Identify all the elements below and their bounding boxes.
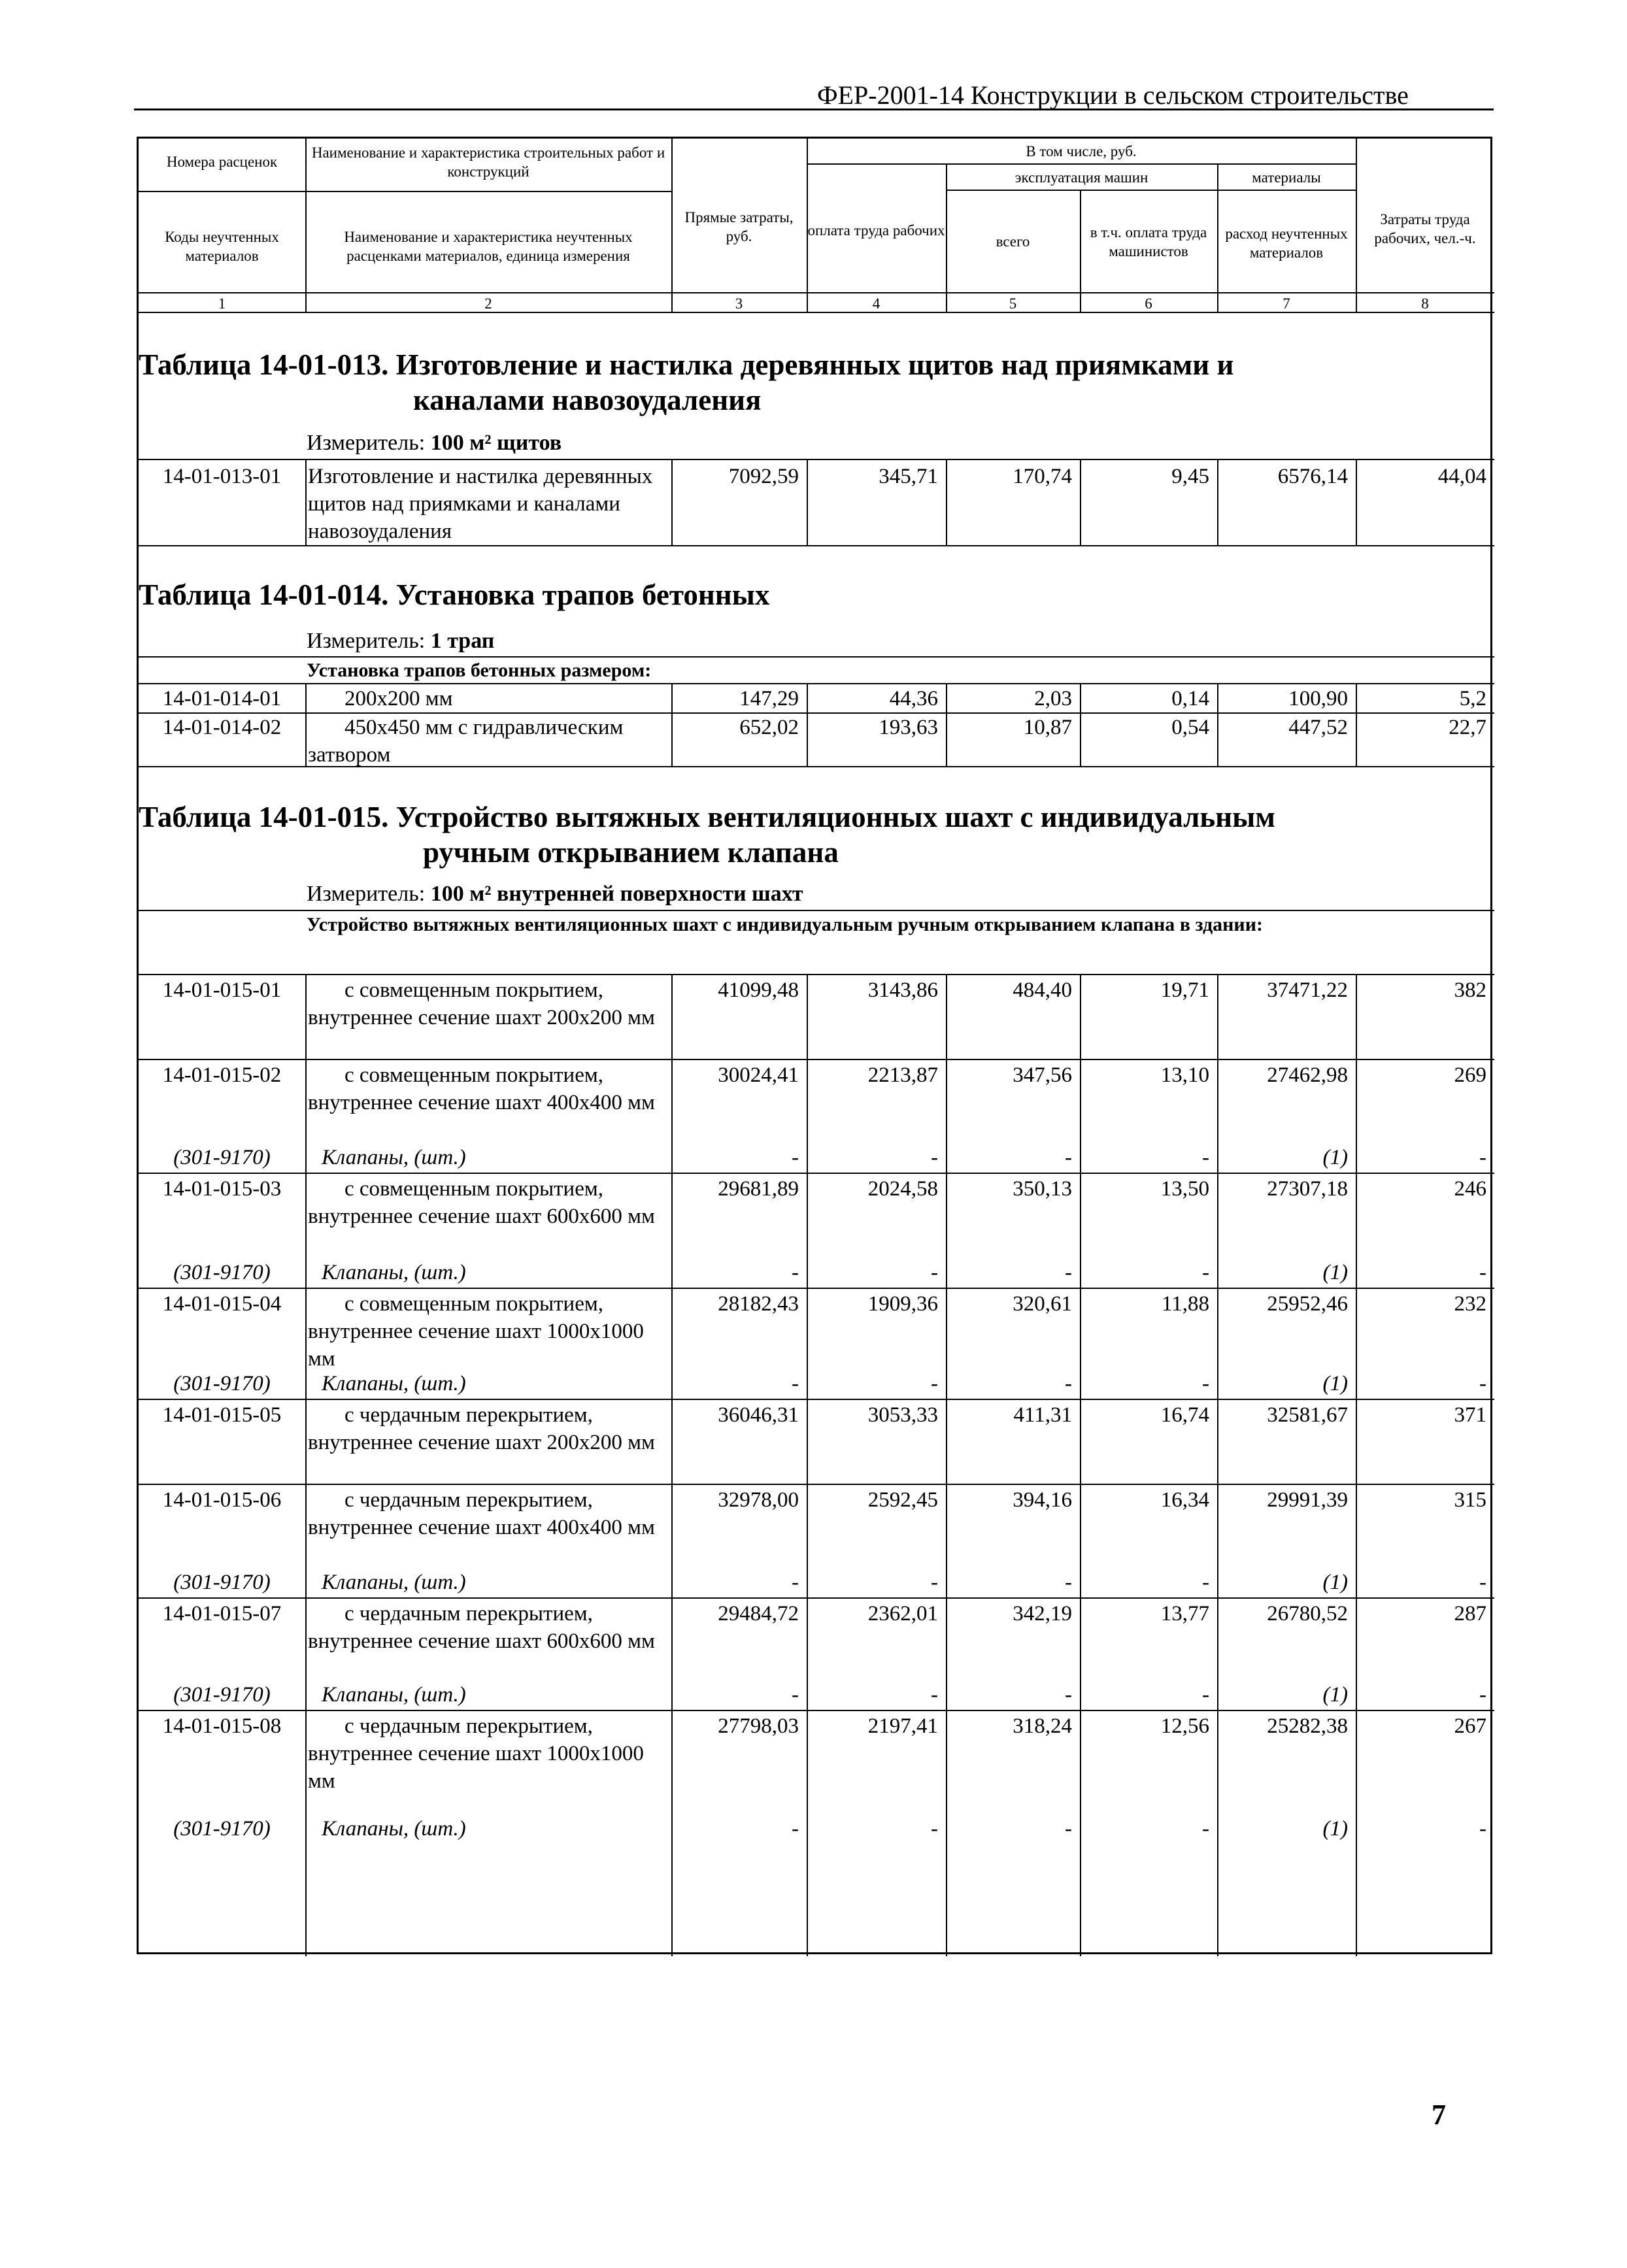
body-column-rule [1217,974,1218,1956]
header-column-rule [1356,139,1357,312]
material-value: - [1065,1146,1072,1169]
material-name: Клапаны, (шт.) [322,1261,466,1284]
table-15-row-col8: 269 [1454,1063,1486,1087]
table-14-row2-col6: 0,54 [1171,716,1209,739]
material-value: (1) [1322,1372,1348,1395]
header-column-rule [1217,165,1218,312]
table-15-row-col8: 382 [1454,978,1486,1002]
table-14-row1-name: 200х200 мм [344,687,453,710]
table-14-row1-col8: 5,2 [1459,687,1486,710]
table-15-row-col5: 394,16 [1013,1488,1072,1512]
row-rule [139,1059,1494,1060]
table-15-row-col7: 37471,22 [1267,978,1348,1002]
table-15-row-col3: 29484,72 [718,1602,799,1626]
table-15-row-code: 14-01-015-06 [162,1488,282,1512]
table-15-row-col8: 267 [1454,1714,1486,1738]
table-15-group: Устройство вытяжных вентиляционных шахт с индивидуальным ручным открыванием клапана в здании: [307,914,1263,935]
body-column-rule [807,974,808,1956]
table-15-measure [307,882,803,907]
material-code: (301-9170) [173,1571,271,1594]
table-15-row-col8: 232 [1454,1292,1486,1316]
table-13-row-name: Изготовление и настилка деревянных щитов над приямками и каналами навозоудаления [308,465,653,543]
rates-table [137,137,1492,1954]
table-15-row-col5: 318,24 [1013,1714,1072,1738]
table-15-row-col7: 26780,52 [1267,1602,1348,1626]
table-14-row2-col3: 652,02 [739,716,799,739]
col1-bottom-header: Коды неучтенных материалов [165,229,279,264]
table-15-row-col6: 12,56 [1160,1714,1209,1738]
table-13-title-line2: каналами навозоудаления [413,384,762,416]
material-code: (301-9170) [173,1146,271,1169]
measure-unit: 100 м² щитов [430,431,562,455]
table-13-row-code: 14-01-013-01 [162,465,282,488]
table-15-row-code: 14-01-015-01 [162,978,282,1002]
table-15-row-col3: 30024,41 [718,1063,799,1087]
material-value: - [931,1146,938,1169]
material-value: - [1065,1372,1072,1395]
page-number: 7 [1432,2099,1446,2131]
material-value: (1) [1322,1571,1348,1594]
col7-header: расход неучтенных материалов [1225,225,1348,261]
table-15-row-col6: 13,77 [1160,1602,1209,1626]
table-15-row-name: с чердачным перекрытием, внутреннее сечение шахт 600х600 мм [308,1602,655,1653]
header-rule-c2 [305,191,671,192]
material-value: - [1065,1817,1072,1841]
col2-top-header: Наименование и характеристика строительных работ и конструкций [311,144,665,180]
col5-header: всего [996,233,1030,250]
table-14-row1-col3: 147,29 [739,687,799,710]
table-15-row-col4: 3053,33 [867,1403,938,1427]
table-13-row-col6: 9,45 [1171,465,1209,488]
table-15-row-name: с чердачным перекрытием, внутреннее сечение шахт 200х200 мм [308,1403,655,1454]
material-value: (1) [1322,1817,1348,1841]
measure-unit: 1 трап [430,629,495,653]
table-15-row-col3: 29681,89 [718,1177,799,1201]
material-name: Клапаны, (шт.) [322,1146,466,1169]
table-15-row-code: 14-01-015-08 [162,1714,282,1738]
measure-label: Измеритель: [307,629,431,653]
table-15-row-col8: 246 [1454,1177,1486,1201]
column-number: 3 [735,295,743,312]
table-15-row-col7: 29991,39 [1267,1488,1348,1512]
material-value: - [931,1817,938,1841]
row-rule [139,1173,1494,1174]
table-15-row-col4: 1909,36 [867,1292,938,1316]
table-15-row-col3: 32978,00 [718,1488,799,1512]
header-column-rule [305,139,307,312]
header-column-rule [946,165,947,312]
table-14-row2-col4: 193,63 [879,716,938,739]
table-15-row-col8: 371 [1454,1403,1486,1427]
row-rule [139,766,1494,767]
page-header: ФЕР-2001-14 Конструкции в сельском строительстве [817,80,1409,110]
material-code: (301-9170) [173,1683,271,1707]
row-rule [139,1710,1494,1711]
table-15-row-col6: 19,71 [1160,978,1209,1002]
table-15-row-col7: 25282,38 [1267,1714,1348,1738]
table-14-row1-col6: 0,14 [1171,687,1209,710]
body-column-rule [671,974,673,1956]
table-14-row1-col5: 2,03 [1034,687,1072,710]
material-value: - [792,1571,799,1594]
material-value: - [1479,1261,1486,1284]
column-number: 6 [1145,295,1152,312]
row-rule [139,1484,1494,1485]
col4-header: оплата труда рабочих [807,222,945,239]
material-code: (301-9170) [173,1817,271,1841]
material-name: Клапаны, (шт.) [322,1571,466,1594]
row-rule [139,1399,1494,1400]
table-15-row-col7: 27307,18 [1267,1177,1348,1201]
header-column-rule [671,139,673,312]
col1-top-header: Номера расценок [166,153,278,170]
row-rule [139,683,1494,684]
materials-header: материалы [1252,169,1321,186]
col2-bottom-header: Наименование и характеристика неучтенных расценками материалов, единица измерения [344,229,633,264]
table-13-title: Таблица 14-01-013. Изготовление и настилка деревянных щитов над приямками и [139,348,1234,381]
table-15-row-col3: 27798,03 [718,1714,799,1738]
table-15-row-col5: 350,13 [1013,1177,1072,1201]
row-rule [139,974,1494,975]
col8-header: Затраты труда рабочих, чел.-ч. [1374,210,1476,246]
material-value: - [1065,1683,1072,1707]
row-rule [139,459,1494,460]
material-value: - [1479,1571,1486,1594]
material-value: - [792,1146,799,1169]
material-value: - [1065,1261,1072,1284]
material-name: Клапаны, (шт.) [322,1372,466,1395]
table-15-row-col4: 2362,01 [867,1602,938,1626]
table-15-row-col7: 27462,98 [1267,1063,1348,1087]
table-15-row-name: с совмещенным покрытием, внутреннее сечение шахт 600х600 мм [308,1177,655,1228]
table-15-row-col6: 13,50 [1160,1177,1209,1201]
header-rule-machines [946,190,1356,191]
material-value: - [931,1683,938,1707]
machines-header: эксплуатация машин [1015,169,1149,186]
table-15-row-name: с совмещенным покрытием, внутреннее сечение шахт 200х200 мм [308,978,655,1029]
header-bottom-rule [139,292,1494,293]
column-number: 5 [1009,295,1017,312]
row-rule [139,1288,1494,1289]
material-value: - [931,1571,938,1594]
table-15-row-col8: 287 [1454,1602,1486,1626]
material-value: - [1202,1261,1209,1284]
including-header: В том числе, руб. [1026,142,1137,159]
table-15-row-col6: 16,34 [1160,1488,1209,1512]
table-15-row-col3: 36046,31 [718,1403,799,1427]
measure-unit: 100 м² внутренней поверхности шахт [430,882,803,906]
material-value: - [792,1817,799,1841]
header-rule [134,108,1494,110]
material-value: - [931,1261,938,1284]
column-number: 1 [218,295,226,312]
table-14-group: Установка трапов бетонных размером: [307,659,652,681]
material-name: Клапаны, (шт.) [322,1817,466,1841]
table-15-row-col8: 315 [1454,1488,1486,1512]
table-13-measure [307,431,562,456]
material-name: Клапаны, (шт.) [322,1683,466,1707]
header-column-rule [1080,191,1081,312]
table-15-title-line2: ручным открыванием клапана [423,836,839,869]
table-14-row1-col7: 100,90 [1288,687,1348,710]
table-15-row-name: с чердачным перекрытием, внутреннее сечение шахт 400х400 мм [308,1488,655,1539]
table-15-row-col5: 342,19 [1013,1602,1072,1626]
material-value: - [1202,1683,1209,1707]
material-value: - [1065,1571,1072,1594]
material-value: (1) [1322,1683,1348,1707]
material-value: - [1202,1817,1209,1841]
body-column-rule [305,459,307,545]
table-14-row2-col8: 22,7 [1449,716,1486,739]
body-column-rule [305,683,307,766]
table-15-row-code: 14-01-015-04 [162,1292,282,1316]
table-14-row2-name: 450х450 мм с гидравлическим затвором [308,716,624,767]
table-14-row2-code: 14-01-014-02 [162,716,282,739]
row-rule [139,1597,1494,1599]
table-14-row2-col5: 10,87 [1023,716,1072,739]
table-15-row-col4: 2024,58 [867,1177,938,1201]
column-number: 4 [872,295,881,312]
material-value: - [792,1261,799,1284]
table-14-measure [307,629,494,654]
table-15-row-name: с чердачным перекрытием, внутреннее сечение шахт 1000х1000 мм [308,1714,644,1793]
table-14-row1-col4: 44,36 [889,687,938,710]
material-value: (1) [1322,1146,1348,1169]
table-15-row-code: 14-01-015-03 [162,1177,282,1201]
table-14-row2-col7: 447,52 [1288,716,1348,739]
col3-header: Прямые затраты, руб. [684,209,794,244]
table-15-row-col4: 2592,45 [867,1488,938,1512]
table-13-row-col3: 7092,59 [728,465,799,488]
table-15-row-col6: 11,88 [1161,1292,1209,1316]
body-column-rule [1080,974,1081,1956]
column-number: 8 [1421,295,1429,312]
material-value: - [1479,1372,1486,1395]
header-rule-including [807,163,1356,165]
table-15-row-col7: 25952,46 [1267,1292,1348,1316]
table-15-row-col5: 411,31 [1013,1403,1072,1427]
column-number: 7 [1283,295,1290,312]
body-column-rule [946,974,947,1956]
table-15-row-col4: 2213,87 [867,1063,938,1087]
material-value: - [1479,1146,1486,1169]
material-value: - [1479,1817,1486,1841]
table-15-row-col5: 347,56 [1013,1063,1072,1087]
table-15-row-name: с совмещенным покрытием, внутреннее сечение шахт 400х400 мм [308,1063,655,1114]
material-code: (301-9170) [173,1261,271,1284]
material-value: - [792,1683,799,1707]
table-13-row-col7: 6576,14 [1277,465,1348,488]
row-rule [139,545,1494,546]
column-number: 2 [484,295,492,312]
table-15-row-code: 14-01-015-07 [162,1602,282,1626]
material-value: - [1202,1571,1209,1594]
material-value: - [1202,1146,1209,1169]
material-code: (301-9170) [173,1372,271,1395]
table-15-row-col3: 41099,48 [718,978,799,1002]
table-13-row-col5: 170,74 [1013,465,1072,488]
table-15-row-col7: 32581,67 [1267,1403,1348,1427]
measure-label: Измеритель: [307,431,431,455]
table-13-row-col4: 345,71 [879,465,938,488]
material-value: (1) [1322,1261,1348,1284]
table-15-row-col6: 16,74 [1160,1403,1209,1427]
row-rule [139,910,1494,911]
table-15-row-col3: 28182,43 [718,1292,799,1316]
table-15-row-code: 14-01-015-05 [162,1403,282,1427]
material-value: - [1479,1683,1486,1707]
row-rule [139,656,1494,658]
body-column-rule [1356,974,1357,1956]
table-15-row-col5: 484,40 [1013,978,1072,1002]
body-column-rule [305,974,307,1956]
material-value: - [931,1372,938,1395]
table-15-row-code: 14-01-015-02 [162,1063,282,1087]
col6-header: в т.ч. оплата труда машинистов [1090,224,1207,259]
table-14-row1-code: 14-01-014-01 [162,687,282,710]
table-15-row-col5: 320,61 [1013,1292,1072,1316]
measure-label: Измеритель: [307,882,431,906]
table-15-row-col6: 13,10 [1160,1063,1209,1087]
table-15-row-col4: 3143,86 [867,978,938,1002]
material-value: - [1202,1372,1209,1395]
material-value: - [792,1372,799,1395]
table-15-title: Таблица 14-01-015. Устройство вытяжных вентиляционных шахт с индивидуальным [139,801,1275,833]
header-rule-c1 [139,191,305,192]
table-15-row-name: с совмещенным покрытием, внутреннее сечение шахт 1000х1000 мм [308,1292,644,1371]
table-13-row-col8: 44,04 [1437,465,1486,488]
table-14-title: Таблица 14-01-014. Установка трапов бетонных [139,578,770,611]
table-15-row-col4: 2197,41 [867,1714,938,1738]
